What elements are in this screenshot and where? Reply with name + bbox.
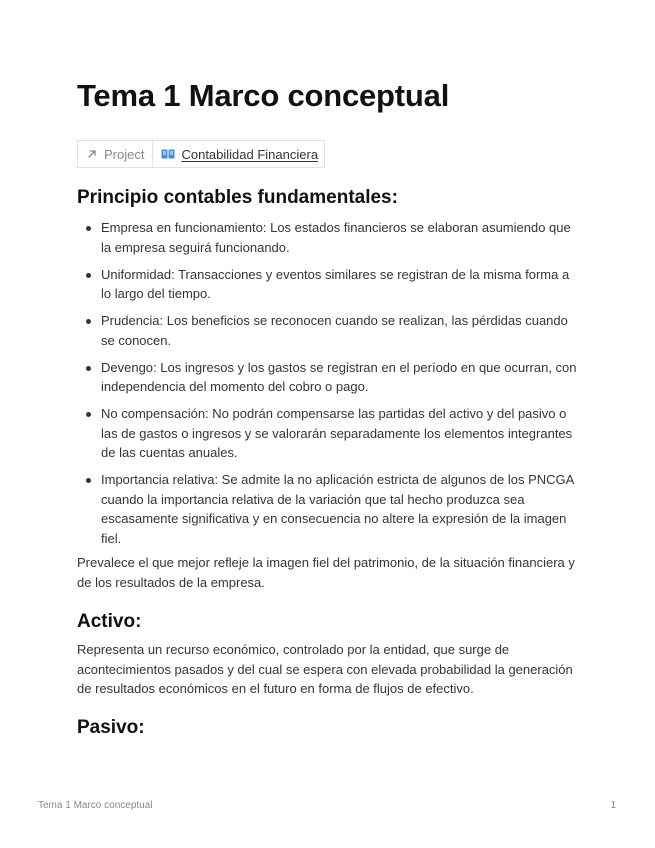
book-icon (161, 149, 175, 159)
list-item-text: Empresa en funcionamiento: Los estados financieros se elaboran asumiendo que la empresa seguirá funcionando. (101, 220, 571, 255)
list-item-text: Devengo: Los ingresos y los gastos se registran en el período en que ocurran, con independencia del momento del cobro o pago. (101, 359, 577, 394)
list-item (77, 358, 580, 397)
bullet-dot (86, 412, 91, 417)
footer-page-number: 1 (610, 800, 616, 811)
list-item (77, 470, 580, 548)
principios-conclusion: Prevalece el que mejor refleje la imagen fiel del patrimonio, de la situación financiera y de los resultados de la empresa. (77, 555, 575, 590)
heading-principios: Principio contables fundamentales: (77, 187, 398, 208)
list-item (77, 265, 580, 304)
list-item-text: Importancia relativa: Se admite la no aplicación estricta de algunos de los PNCGA cuando la importancia relativa de la variación que tal hecho produzca sea escasamente significativa y en consecuencia no altere la expresión de la imagen fiel. (101, 472, 574, 546)
bullet-dot (86, 366, 91, 371)
list-item-text: Uniformidad: Transacciones y eventos similares se registran de la misma forma a lo largo del tiempo. (101, 266, 570, 301)
property-row (77, 140, 325, 168)
footer-title: Tema 1 Marco conceptual (38, 800, 153, 811)
project-link[interactable]: Contabilidad Financiera (181, 146, 319, 162)
heading-pasivo: Pasivo: (77, 717, 145, 738)
list-item-text: No compensación: No podrán compensarse las partidas del activo y del pasivo o las de gastos o ingresos y se valorarán separadamente los elementos integrantes de las cuentas anuales. (101, 406, 573, 460)
bullet-dot (86, 319, 91, 324)
page-title: Tema 1 Marco conceptual (77, 78, 450, 113)
property-value[interactable] (153, 141, 324, 167)
property-name-label: Project (104, 146, 145, 162)
property-name (78, 141, 153, 167)
arrow-up-right-icon (86, 148, 98, 160)
bullet-dot (86, 273, 91, 278)
list-item (77, 218, 580, 257)
bullet-dot (86, 226, 91, 231)
list-item-text: Prudencia: Los beneficios se reconocen cuando se realizan, las pérdidas cuando se conocen. (101, 313, 568, 348)
principios-list (77, 218, 580, 556)
bullet-dot (86, 478, 91, 483)
activo-text: Representa un recurso económico, controlado por la entidad, que surge de acontecimientos pasados y del cual se espera con elevada probabilidad la generación de resultados económicos en el futuro en forma de flujos de efectivo. (77, 642, 573, 696)
heading-activo: Activo: (77, 611, 142, 632)
list-item (77, 311, 580, 350)
list-item (77, 404, 580, 463)
